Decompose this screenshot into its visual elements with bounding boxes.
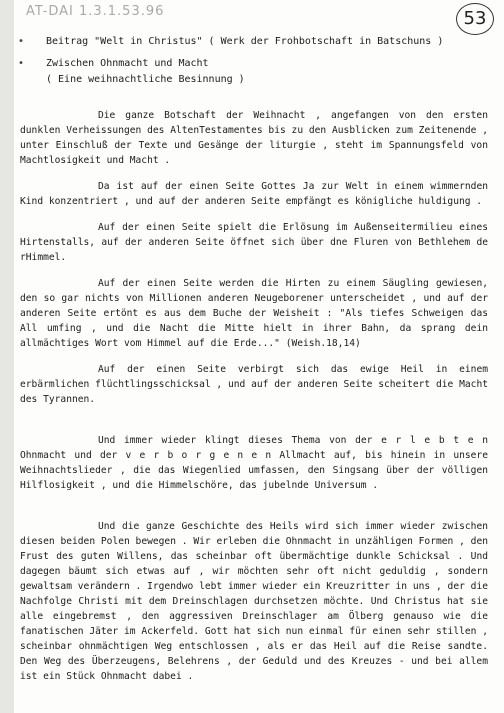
scan-edge (0, 0, 14, 713)
paragraph: Auf der einen Seite verbirgt sich das ewige Heil in einem erbärmlichen flüchtlingsschicksal , und auf der anderen Seite scheitert die Macht des Tyrannen. (20, 364, 488, 405)
paragraph: Auf der einen Seite spielt die Erlösung im Außenseitermilieu eines Hirtenstalls, auf der anderen Seite öffnet sich über dne Fluren von Bethlehem de rHimmel. (20, 222, 488, 263)
margin-dot: • (18, 36, 25, 47)
source-line: Beitrag "Welt in Christus" ( Werk der Frohbotschaft in Batschuns ) (46, 36, 444, 47)
paragraph: Und immer wieder klingt dieses Thema von der e r l e b t e n Ohnmacht und der v e r b o r g e n e n Allmacht auf, bis hinein in unsere Weihnachtslieder , die das Wiegenlied umfassen, den Singsang über der völligen Hilflosigkeit , und die Himmelschöre, das jubelnde Universum . (20, 435, 488, 491)
page-number-circle: 53 (456, 3, 494, 35)
paragraph: Auf der einen Seite werden die Hirten zu einem Säugling gewiesen, den so gar nichts von Millionen anderen Neugeborener unterscheidet , und auf der anderen Seite ertönt es aus dem Buche der Weisheit : "Als tiefes Schweigen das All umfing , und die Nacht die Mitte hielt in ihrer Bahn, da sprang dein allmächtiges Wort vom Himmel auf die Erde..." (Weish.18,14) (20, 278, 488, 349)
article-body (20, 108, 488, 695)
article-title: Zwischen Ohnmacht und Macht (46, 58, 209, 69)
article-subtitle: ( Eine weihnachtliche Besinnung ) (46, 74, 245, 85)
paragraph: Da ist auf der einen Seite Gottes Ja zur Welt in einem wimmernden Kind konzentriert , und auf der anderen Seite empfängt es königliche huldigung . (20, 181, 488, 207)
archive-stamp: AT-DAI 1.3.1.53.96 (26, 4, 165, 19)
paragraph: Und die ganze Geschichte des Heils wird sich immer wieder zwischen diesen beiden Polen bewegen . Wir erleben die Ohnmacht in unzähligen Formen , den Frust des guten Willens, das scheinbar oft übermächtige dunkle Schicksal . Und dagegen bäumt sich etwas auf , wir möchten sehr oft nicht geduldig , sondern gewaltsam verändern . Irgendwo lebt immer wieder ein Kreuzritter in uns , der die Nachfolge Christi mit dem Dreinschlagen durchsetzen möchte. Und Christus hat sie alle eingebremst , den aggressiven Dreinschlager am Ölberg genauso wie die fanatischen Jäter im Ackerfeld. Gott hat sich nun einmal für einen sehr stillen , scheinbar ohnmächtigen Weg entschlossen , als er das Heil auf die Reise sandte. Den Weg des Überzeugens, Belehrens , der Geduld und des Kreuzes - und bei allem ist ein Stück Ohnmacht dabei . (20, 521, 488, 682)
paragraph: Die ganze Botschaft der Weihnacht , angefangen von den ersten dunklen Verheissungen des AltenTestamentes bis zu den Ausblicken zum Zeitenende , unter Einschluß der Texte und Gesänge der liturgie , steht im Spannungsfeld von Machtlosigkeit und Macht . (20, 110, 488, 166)
margin-dot: • (18, 58, 25, 69)
